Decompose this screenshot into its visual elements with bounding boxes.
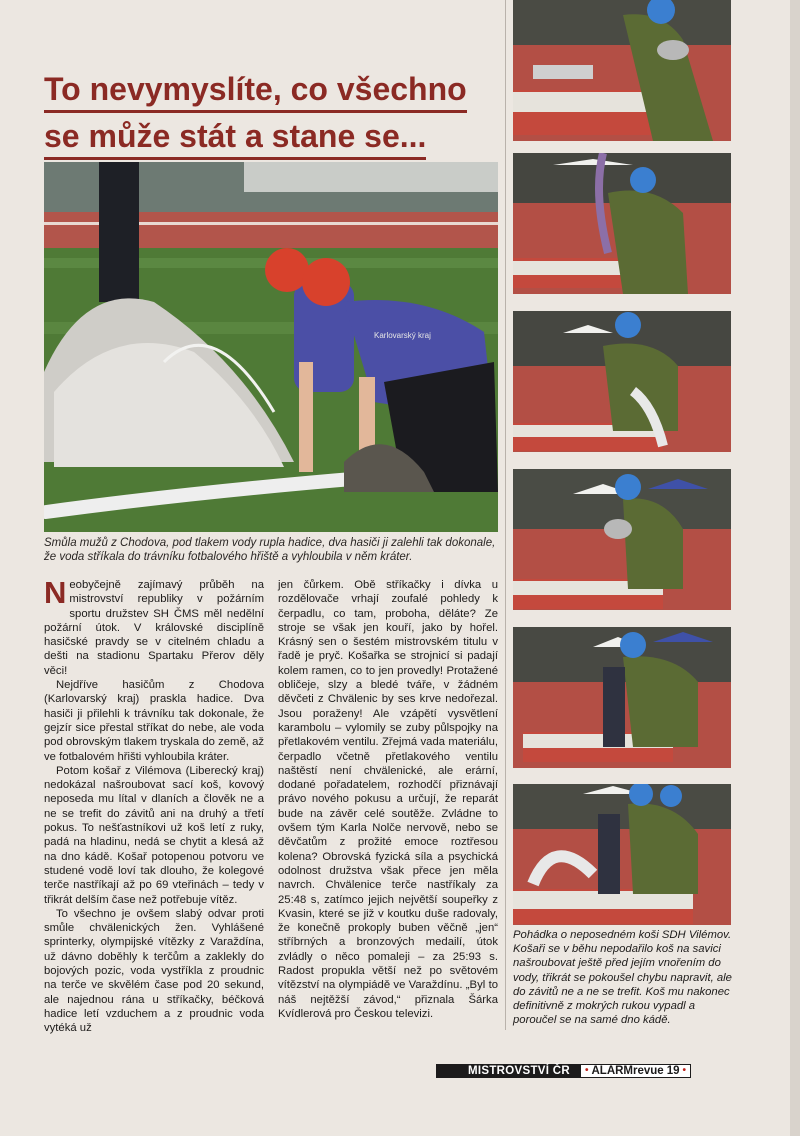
drop-cap: N (44, 575, 67, 610)
article-title (44, 70, 504, 164)
paragraph: Nejdříve hasičům z Chodova (Karlovarský kraj) praskla hadice. Dva hasiči ji přilehli k trávníku tak dokonale, že gejzír sice přestal stříkat do nebe, ale voda pod obrovským tlakem tryskala do země, až ve fotbalovém hřišti vyhloubila kráter. (44, 679, 264, 763)
sequence-photo-3 (513, 311, 731, 452)
sequence-photo-1 (513, 0, 731, 141)
sequence-caption: Pohádka o neposedném koši SDH Vilémov. Košaři se v běhu nepodařilo koš na savici našroubovat ještě před jejím vnořením do vody, třikrát se pokoušel chybu napravit, ale do závitů ne a ne se trefit. Koš mu nakonec definitivně z mokrých rukou vypadl a poroučel se na samé dno kádě. (513, 929, 732, 1027)
sequence-photo-2 (513, 153, 731, 294)
main-photo-caption: Smůla mužů z Chodova, pod tlakem vody rupla hadice, dva hasiči ji zalehli tak dokonale, že voda stříkala do trávníku fotbalového hřiště a vyhloubila v něm kráter. (44, 537, 496, 563)
paragraph (44, 575, 264, 678)
magazine-name: ALARMrevue (591, 1065, 664, 1077)
column-divider (505, 0, 506, 1030)
section-label: MISTROVSTVÍ ČR (436, 1064, 580, 1078)
bullet-icon: • (584, 1065, 589, 1076)
title-line-2: se může stát a stane se... (44, 117, 426, 160)
sequence-photo-6 (513, 784, 731, 925)
page-edge (790, 0, 800, 1136)
bullet-icon-end: • (682, 1065, 687, 1076)
jersey-text: Karlovarský kraj (374, 331, 431, 340)
magazine-label (580, 1064, 691, 1078)
page-footer (436, 1064, 691, 1078)
article-column-2 (278, 578, 498, 1021)
main-photo (44, 162, 498, 532)
paragraph: jen čůrkem. Obě stříkačky i dívka u rozdělovače vrhají zoufalé pohledy k čerpadlu, co tam, proboha, děláte? Ze stroje se však jen kouří, jako by hořel. Krásný sen o šestém mistrovském titulu v řadě je pryč. Košařka se strojnicí si padají kolem ramen, co to jen provedly! Protažené obličeje, slzy a bledé tváře, v žádném děvčeti z Chvälenic by ses krve nedořezal. Jsou poraženy! Ale vzápětí vysvětlení karambolu – vylomily se zuby půlspojky na přetlakovém ventilu. Zřejmá vada materiálu, čerpadlo včetně přetlakového ventilu naštěstí není chvälenické, ale erární, dodané pořadatelem, rozhodčí přiznávají právo nového pokusu a určují, že reparát bude na závěr celé soutěže. Zvládne to ovšem tým Karla Nolče nervově, nebo se děvčatům z prožité emoce roztřesou kolena? Obrovská fyzická síla a psychická odolnost družstva však přece jen měla navrch. Chvälenice terče nastříkaly za 25:48 s, zatímco jejich největší soupeřky z Kvasin, které se již v koutku duše radovaly, že konečně prokoply buben věčně „jen“ stříbrných a bronzových medailí, útok zvládly o něco pomaleji – za 25:93 s. Radost propukla větší než po světovém vítězství na olympiádě ve Varaždínu. „Byl to náš nejtěžší závod,“ přiznala Šárka Kvídlerová pro Českou televizi. (278, 579, 498, 1020)
paragraph: To všechno je ovšem slabý odvar proti smůle chvälenických žen. Vyhlášené sprinterky, olympijské vítězky z Varaždína, už dávno doběhly k terčům a zaklekly do bojových pozic, voda vystříkla z proudnic na terče ve skvělém čase pod 20 sekund, ale najednou rána u stříkačky, béčková hadice letí vzduchem a z proudnic voda vytéká už (44, 907, 264, 1035)
page-number: 19 (666, 1065, 680, 1077)
sequence-photo-4 (513, 469, 731, 610)
paragraph-text: eobyčejně zajímavý průběh na mistrovství republiky v požárním sportu družstev SH ČMS měl nedělní požární útok. V královské disciplíně hasičské pravdy se v citelném chladu a dešti na stadionu Spartaku Přerov děly věci! (44, 579, 264, 677)
article-column-1 (44, 575, 264, 1036)
sequence-photo-5 (513, 627, 731, 768)
title-line-1: To nevymyslíte, co všechno (44, 70, 467, 113)
paragraph: Potom košař z Vilémova (Liberecký kraj) nedokázal našroubovat sací koš, kovový neposeda mu lítal v dlaních a člověk ne a ne se trefit do závitů ani na druhý a třetí pokus. To nešťastníkovi už koš letí z ruky, padá na hladinu, nedá se chytit a klesá až na dno kádě. Košař potopenou potvoru ve studené vodě loví tak dlouho, že kolegové terče nastříkají až po 69 vteřinách – tedy v třikrát delším čase než potřebuje vítěz. (44, 764, 264, 906)
